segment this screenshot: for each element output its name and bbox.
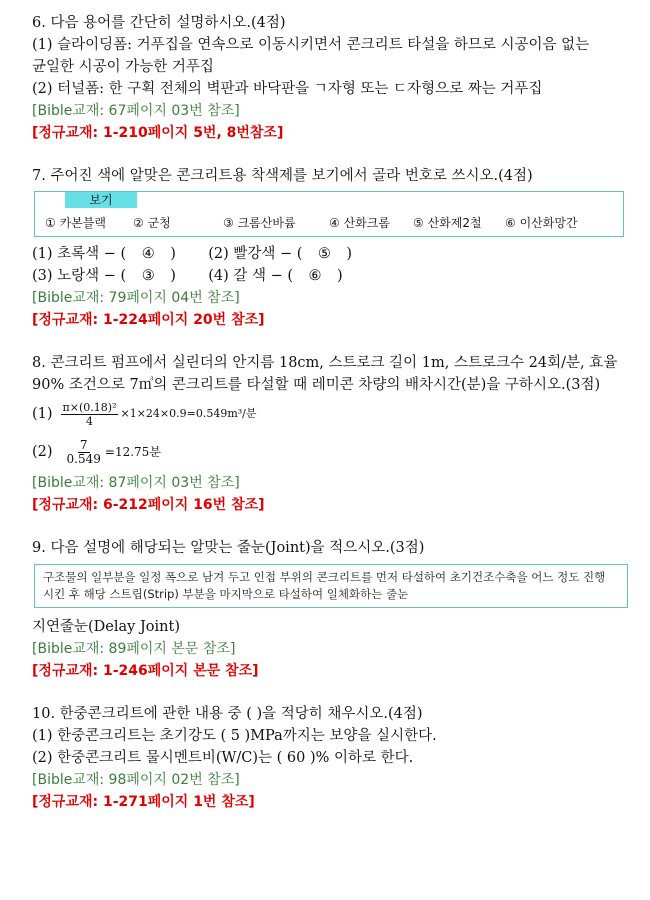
q8-bible-ref: [Bible교재: 87페이지 03번 참조]	[32, 475, 240, 491]
q7-answer-row	[32, 265, 632, 287]
q7-item-4-answer: ⑥	[308, 268, 322, 284]
q7-item-3-label: (3) 노랑색 − (	[32, 268, 127, 284]
q6-answer-1: (1) 슬라이딩폼: 거푸집을 연속으로 이동시키면서 콘크리트 타설을 하므로 시공이음 없는	[32, 37, 590, 53]
q9-bible-ref: [Bible교재: 89페이지 본문 참조]	[32, 641, 236, 657]
close-paren: )	[337, 268, 343, 284]
question-7	[32, 165, 632, 331]
q9-main-ref: [정규교재: 1-246페이지 본문 참조]	[32, 663, 259, 679]
q7-title: 7. 주어진 색에 알맞은 콘크리트용 착색제를 보기에서 골라 번호로 쓰시오.(4점)	[32, 168, 533, 184]
q6-answer-1-cont: 균일한 시공이 가능한 거푸집	[32, 59, 214, 75]
fraction-denominator: 4	[86, 414, 94, 428]
question-6	[32, 12, 632, 144]
q8-formula-1-fraction	[61, 401, 119, 428]
q7-item-2-label: (2) 빨강색 − (	[208, 246, 303, 262]
close-paren: )	[170, 268, 176, 284]
q8-formula-2-fraction	[65, 439, 103, 466]
close-paren: )	[170, 246, 176, 262]
choice-item: ④ 산화크롬	[329, 216, 390, 230]
question-9	[32, 537, 632, 682]
q8-title-cont: 90% 조건으로 7㎥의 콘크리트를 타설할 때 레미콘 차량의 배차시간(분)을 구하시오.(3점)	[32, 377, 601, 393]
q10-answer-2: (2) 한중콘크리트 물시멘트비(W/C)는 ( 60 )% 이하로 한다.	[32, 750, 414, 766]
fraction-denominator: 0.549	[66, 451, 101, 466]
q8-formula-1-rest: ×1×24×0.9=0.549m³/분	[120, 407, 257, 420]
q7-item-1-label: (1) 초록색 − (	[32, 246, 127, 262]
q7-item-1-answer: ④	[141, 246, 155, 262]
choices-list	[45, 214, 578, 231]
q7-bible-ref: [Bible교재: 79페이지 04번 참조]	[32, 290, 240, 306]
description-text	[43, 569, 621, 603]
description-box	[34, 564, 628, 608]
choices-box	[34, 191, 624, 237]
close-paren: )	[346, 246, 353, 262]
q10-answer-1: (1) 한중콘크리트는 초기강도 ( 5 )MPa까지는 보양을 실시한다.	[32, 728, 437, 744]
q7-item-4-label: (4) 갈 색 − (	[208, 268, 293, 284]
q9-title: 9. 다음 설명에 해당되는 알맞는 줄눈(Joint)을 적으시오.(3점)	[32, 540, 425, 556]
q10-title: 10. 한중콘크리트에 관한 내용 중 ( )을 적당히 채우시오.(4점)	[32, 706, 423, 722]
q8-main-ref: [정규교재: 6-212페이지 16번 참조]	[32, 497, 265, 513]
q10-main-ref: [정규교재: 1-271페이지 1번 참조]	[32, 794, 255, 810]
q7-main-ref: [정규교재: 1-224페이지 20번 참조]	[32, 312, 265, 328]
fraction-numerator: 7	[79, 437, 88, 452]
q8-formula-2-label: (2)	[32, 444, 53, 460]
q10-bible-ref: [Bible교재: 98페이지 02번 참조]	[32, 772, 240, 788]
choice-item: ⑤ 산화제2철	[413, 216, 482, 230]
description-line-2: 시킨 후 해당 스트립(Strip) 부분을 마지막으로 타설하여 일체화하는 줄눈	[43, 587, 409, 601]
question-10	[32, 703, 632, 813]
q6-main-ref: [정규교재: 1-210페이지 5번, 8번참조]	[32, 125, 284, 141]
q8-formula-2-rest: =12.75분	[104, 445, 161, 459]
q9-answer: 지연줄눈(Delay Joint)	[32, 619, 180, 635]
q8-formula-1	[32, 396, 632, 432]
q7-answer-row	[32, 243, 632, 265]
q7-item-2-answer: ⑤	[317, 246, 331, 262]
q8-title: 8. 콘크리트 펌프에서 실린더의 안지름 18cm, 스트로크 길이 1m, 스트로크수 24회/분, 효율	[32, 355, 618, 371]
q6-title: 6. 다음 용어를 간단히 설명하시오.(4점)	[32, 15, 286, 31]
q7-item-3-answer: ③	[141, 268, 155, 284]
choice-item: ③ 크롬산바륨	[223, 216, 296, 230]
q8-formula-2	[32, 432, 632, 472]
q8-formula-1-label: (1)	[32, 406, 53, 422]
description-line-1: 구조물의 일부분을 일정 폭으로 남겨 두고 인접 부위의 콘크리트를 먼저 타설하여 초기건조수축을 어느 정도 진행	[43, 570, 606, 584]
document-page	[32, 12, 632, 813]
question-8	[32, 352, 632, 516]
choice-item: ② 군청	[133, 216, 171, 230]
fraction-numerator: π×(0.18)²	[62, 400, 117, 414]
choice-item: ① 카본블랙	[45, 216, 106, 230]
choices-label: 보기	[65, 192, 137, 208]
choice-item: ⑥ 이산화망간	[505, 216, 578, 230]
q6-answer-2: (2) 터널폼: 한 구획 전체의 벽판과 바닥판을 ㄱ자형 또는 ㄷ자형으로 짜는 거푸집	[32, 81, 543, 97]
q6-bible-ref: [Bible교재: 67페이지 03번 참조]	[32, 103, 240, 119]
